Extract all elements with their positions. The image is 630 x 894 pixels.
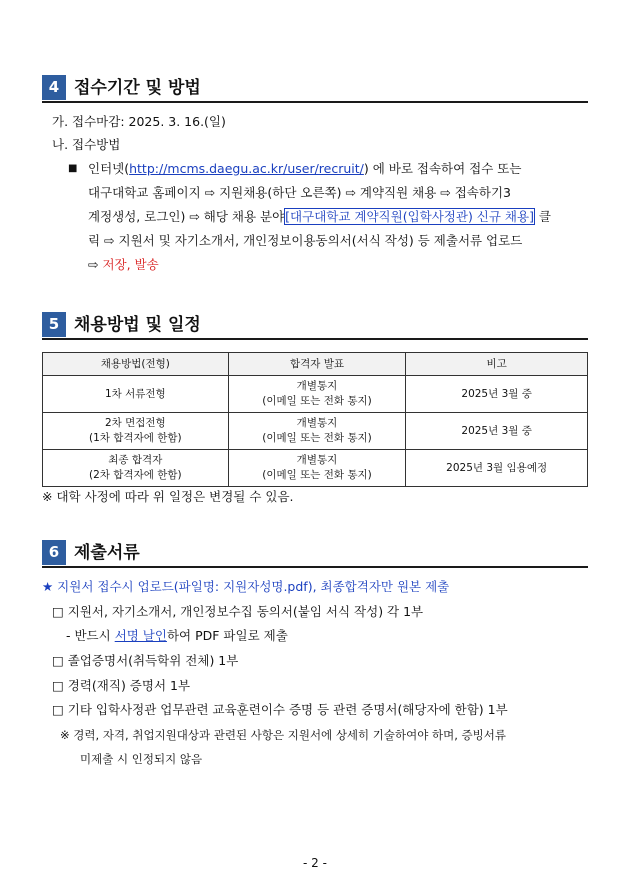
sign-pre: - 반드시 (66, 628, 115, 643)
section-6-title: 제출서류 (74, 543, 140, 563)
announce-detail: (이메일 또는 전화 통지) (262, 432, 372, 444)
announce-text: 개별통지 (296, 417, 338, 429)
table-row (43, 376, 588, 413)
doc-item-training: □ 기타 입학사정관 업무관련 교육훈련이수 증명 등 관련 증명서(해당자에 한함) 1부 (52, 702, 508, 717)
arrow-icon: ⇨ (88, 257, 103, 272)
table-cell-announce (228, 450, 406, 487)
method-line-3-post: 클 (534, 209, 552, 224)
section-5-header (42, 312, 588, 340)
table-cell-method (43, 413, 229, 450)
method-text: 최종 합격자 (108, 454, 163, 466)
method-label: 나. 접수방법 (52, 137, 121, 152)
doc-item-career: □ 경력(재직) 증명서 1부 (52, 678, 191, 693)
section-4-header (42, 75, 588, 103)
table-cell-note: 2025년 3월 중 (406, 413, 588, 450)
announce-detail: (이메일 또는 전화 통지) (262, 469, 372, 481)
announce-text: 개별통지 (296, 454, 338, 466)
section-6-number: 6 (42, 540, 66, 565)
method-detail: (2차 합격자에 한함) (89, 469, 182, 481)
sign-seal-text: 서명 날인 (114, 628, 167, 643)
section-4-number: 4 (42, 75, 66, 100)
table-cell-announce (228, 413, 406, 450)
section-6-header (42, 540, 588, 568)
sign-post: 하여 PDF 파일로 제출 (166, 628, 288, 643)
schedule-note: ※ 대학 사정에 따라 위 일정은 변경될 수 있음. (42, 489, 294, 504)
doc-note-line-2: 미제출 시 인정되지 않음 (80, 752, 203, 766)
method-line-3-pre: 계정생성, 로그인) ⇨ 해당 채용 분야 (88, 209, 285, 224)
doc-note-line-1: ※ 경력, 자격, 취업지원대상과 관련된 사항은 지원서에 상세히 기술하여야 하며, 증빙서류 (60, 728, 506, 742)
method-line-3 (88, 208, 551, 226)
table-header-note: 비고 (406, 353, 588, 376)
section-5-title: 채용방법 및 일정 (74, 315, 201, 335)
doc-item-application-sub (66, 627, 288, 645)
upload-notice: ★ 지원서 접수시 업로드(파일명: 지원자성명.pdf), 최종합격자만 원본 제출 (42, 579, 450, 594)
method-line-1-post: ) 에 바로 접속하여 접수 또는 (363, 161, 522, 176)
announce-text: 개별통지 (296, 380, 338, 392)
method-text: 1차 서류전형 (104, 387, 166, 400)
table-cell-note: 2025년 3월 임용예정 (406, 450, 588, 487)
table-header-row (43, 353, 588, 376)
table-row (43, 413, 588, 450)
table-header-method: 채용방법(전형) (43, 353, 229, 376)
schedule-table (42, 352, 588, 487)
table-cell-method (43, 376, 229, 413)
bullet-icon: ■ (68, 163, 78, 174)
recruit-posting-link[interactable]: [대구대학교 계약직원(입학사정관) 신규 채용] (285, 209, 534, 224)
method-line-1 (88, 160, 521, 178)
table-header-announce: 합격자 발표 (228, 353, 406, 376)
section-5-number: 5 (42, 312, 66, 337)
table-cell-announce (228, 376, 406, 413)
save-send-text: 저장, 발송 (102, 257, 159, 272)
table-row (43, 450, 588, 487)
doc-item-application: □ 지원서, 자기소개서, 개인정보수집 동의서(붙임 서식 작성) 각 1부 (52, 604, 424, 619)
method-line-4: 릭 ⇨ 지원서 및 자기소개서, 개인정보이용동의서(서식 작성) 등 제출서류 업로드 (88, 233, 523, 248)
method-line-5 (88, 256, 159, 274)
method-line-2: 대구대학교 홈페이지 ⇨ 지원채용(하단 오른쪽) ⇨ 계약직원 채용 ⇨ 접속하기3 (88, 185, 511, 200)
table-cell-note: 2025년 3월 중 (406, 376, 588, 413)
method-text: 2차 면접전형 (104, 417, 166, 429)
recruit-url-link[interactable]: http://mcms.daegu.ac.kr/user/recruit/ (129, 161, 364, 176)
deadline-line: 가. 접수마감: 2025. 3. 16.(일) (52, 114, 226, 129)
method-detail: (1차 합격자에 한함) (89, 432, 182, 444)
method-line-1-pre: 인터넷( (88, 161, 130, 176)
section-4-title: 접수기간 및 방법 (74, 78, 201, 98)
page-number: - 2 - (303, 856, 327, 870)
table-cell-method (43, 450, 229, 487)
doc-item-graduation: □ 졸업증명서(취득학위 전체) 1부 (52, 653, 239, 668)
announce-detail: (이메일 또는 전화 통지) (262, 395, 372, 407)
